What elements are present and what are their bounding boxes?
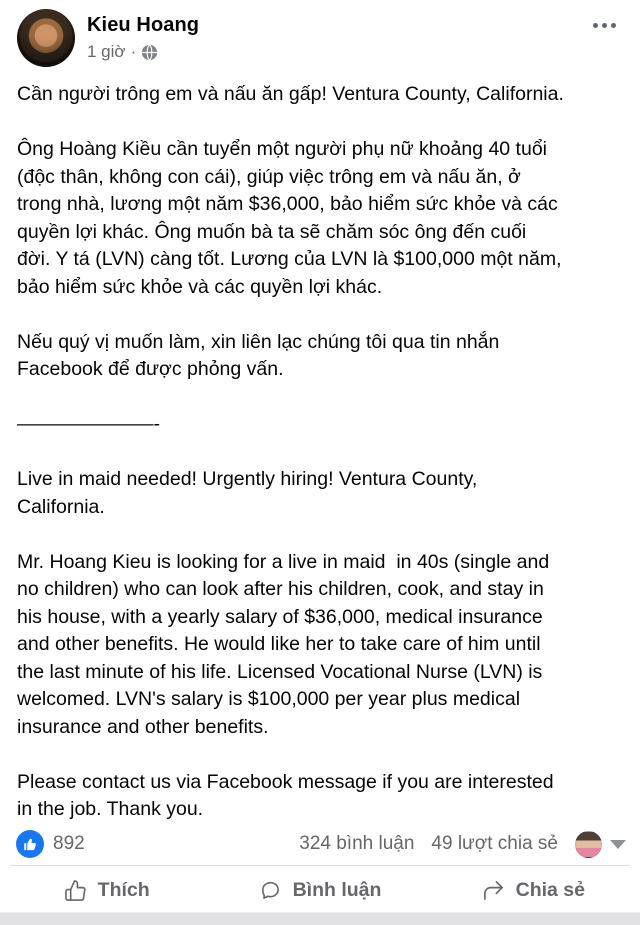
post-line: the last minute of his life. Licensed Vocational Nurse (LVN) is — [17, 660, 543, 683]
thumbs-up-outline-icon — [64, 879, 87, 902]
reactions-summary — [0, 824, 640, 865]
post-line: Live in maid needed! Urgently hiring! Ventura County, — [17, 468, 478, 490]
post-line: (độc thân, không con cái), giúp việc trông em và nấu ăn, ở — [17, 165, 521, 188]
post-meta — [87, 42, 199, 62]
post-line: Ông Hoàng Kiều cần tuyển một người phụ nữ khoảng 40 tuổi — [17, 138, 547, 160]
post-menu-button[interactable] — [583, 9, 626, 42]
ellipsis-dot — [602, 23, 607, 28]
post-paragraph — [17, 81, 624, 109]
post-timestamp[interactable]: 1 giờ — [87, 42, 126, 61]
ellipsis-dot — [593, 23, 598, 28]
share-button[interactable] — [427, 866, 640, 915]
post-line: Please contact us via Facebook message if you are interested — [17, 770, 554, 793]
post-line: no children) who can look after his children, cook, and stay in — [17, 578, 544, 600]
post-line: California. — [17, 495, 105, 518]
author-name[interactable]: Kieu Hoang — [87, 14, 200, 36]
post-paragraph — [17, 466, 624, 521]
post-line: in the job. Thank you. — [17, 798, 204, 820]
post-line: insurance and other benefits. — [17, 715, 269, 738]
post-line: đời. Y tá (LVN) càng tốt. Lương của LVN là $100,000 một năm, — [17, 248, 562, 270]
post-line: welcomed. LVN's salary is $100,000 per year plus medical — [17, 688, 521, 710]
thumbs-up-filled-icon — [16, 830, 44, 858]
post-header-info — [87, 9, 199, 62]
comment-button[interactable] — [213, 866, 426, 915]
shares-count[interactable]: 49 lượt chia sẻ — [431, 833, 558, 854]
comments-count[interactable]: 324 bình luận — [299, 833, 415, 854]
post-line: quyền lợi khác. Ông muốn bà ta sẽ chăm sóc ông đến cuối — [17, 220, 527, 243]
comment-bubble-icon — [259, 879, 282, 902]
screen-bottom-strip — [0, 912, 640, 925]
post-text — [0, 67, 640, 824]
comment-sorter[interactable] — [575, 831, 626, 858]
post-paragraph — [17, 769, 624, 824]
post-line: Nếu quý vị muốn làm, xin liên lạc chúng tôi qua tin nhắn — [17, 330, 500, 353]
meta-separator: · — [130, 42, 137, 61]
post-text-divider: ———————- — [17, 413, 160, 435]
post-paragraph — [17, 411, 624, 439]
author-avatar[interactable] — [17, 9, 75, 67]
post-line: Mr. Hoang Kieu is looking for a live in maid in 40s (single and — [17, 550, 550, 573]
commenter-avatar — [575, 831, 602, 858]
post-line: trong nhà, lương một năm $36,000, bảo hiểm sức khỏe và các — [17, 193, 558, 215]
post-line: bảo hiểm sức khỏe và các quyền lợi khác. — [17, 275, 383, 298]
caret-down-icon — [610, 840, 626, 849]
post-header — [0, 0, 640, 67]
post-line: and other benefits. He would like her to take care of him until — [17, 633, 541, 655]
post-paragraph — [17, 136, 624, 301]
like-count: 892 — [53, 833, 85, 854]
ellipsis-dot — [611, 23, 616, 28]
reactions-right-group — [299, 831, 626, 858]
post-paragraph — [17, 329, 624, 384]
globe-icon — [141, 44, 158, 61]
comment-button-label: Bình luận — [292, 878, 382, 901]
like-button-label: Thích — [97, 878, 150, 901]
like-count-group[interactable] — [16, 830, 85, 858]
post-line: Facebook để được phỏng vấn. — [17, 358, 284, 380]
share-arrow-icon — [482, 879, 505, 902]
post-paragraph — [17, 549, 624, 742]
actions-bar — [0, 866, 640, 915]
post-line: Cần người trông em và nấu ăn gấp! Ventura County, California. — [17, 83, 564, 105]
post-line: his house, with a yearly salary of $36,000, medical insurance — [17, 605, 543, 628]
share-button-label: Chia sẻ — [515, 878, 585, 901]
like-button[interactable] — [0, 866, 213, 915]
